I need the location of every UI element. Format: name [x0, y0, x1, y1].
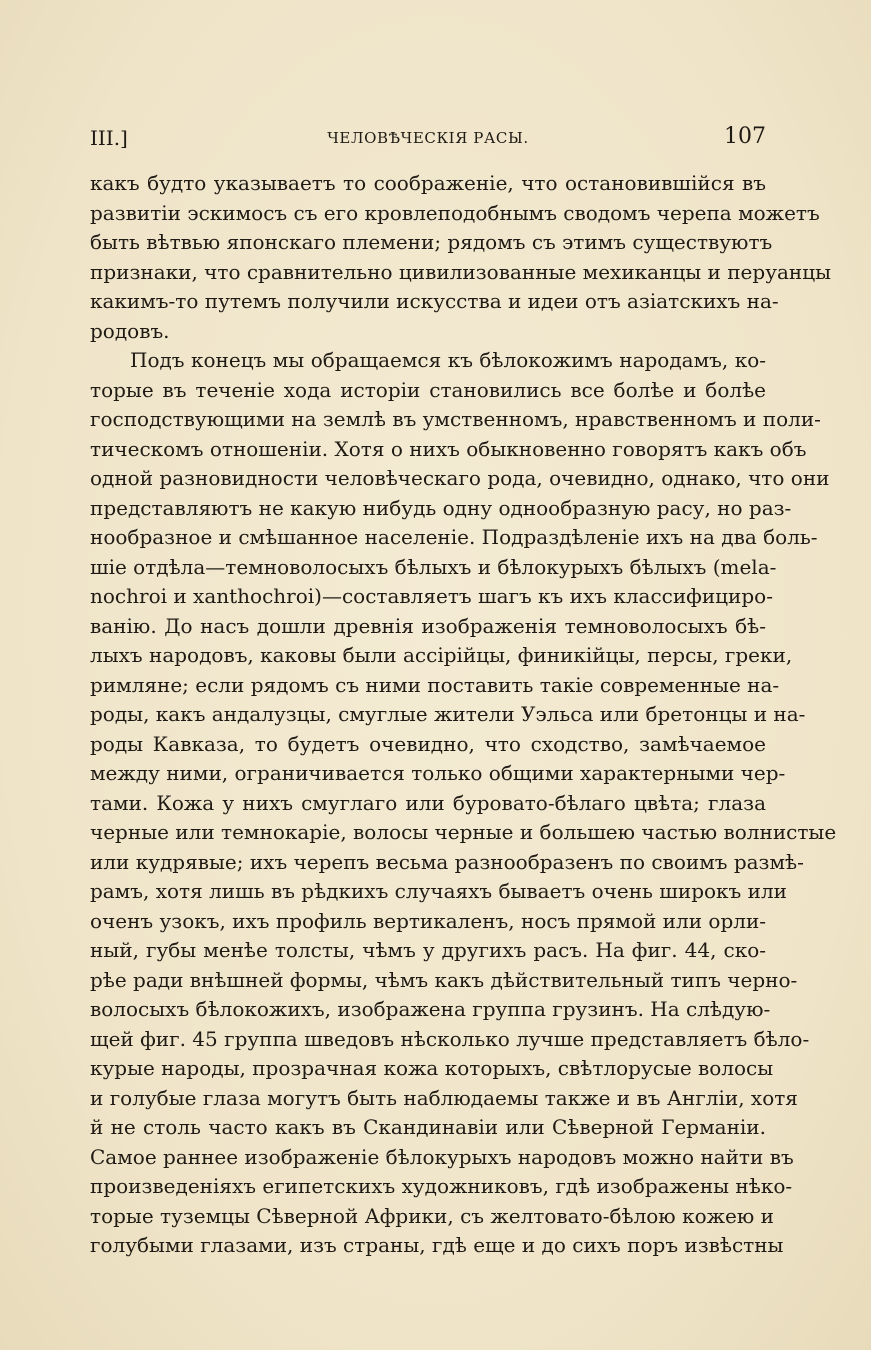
text-line: оченъ узокъ, ихъ профиль вертикаленъ, носъ прямой или орли- [90, 908, 767, 933]
text-line: произведеніяхъ египетскихъ художниковъ, гдѣ изображены нѣко- [90, 1174, 793, 1198]
text-line: признаки, что сравнительно цивилизованные мехиканцы и перуанцы [90, 259, 831, 284]
text-line: Подъ конецъ мы обращаемся къ бѣлокожимъ народамъ, ко- [130, 348, 766, 372]
text-line: какимъ-то путемъ получили искусства и идеи отъ азіатскихъ на- [90, 289, 779, 313]
text-line: й не столь часто какъ въ Скандинавіи или Сѣверной Германіи. [90, 1115, 766, 1139]
text-line: лыхъ народовъ, каковы были ассірійцы, финикійцы, персы, греки, [90, 643, 793, 667]
section-marker: III.] [90, 126, 128, 150]
text-line: ный, губы менѣе толсты, чѣмъ у другихъ расъ. На фиг. 44, ско- [90, 938, 766, 962]
text-line: какъ будто указываетъ то соображеніе, что остановившійся въ [90, 171, 766, 195]
text-line: голубыми глазами, изъ страны, гдѣ еще и до сихъ поръ извѣстны [90, 1233, 784, 1257]
text-line: ванію. До насъ дошли древнія изображенія темноволосыхъ бѣ- [90, 613, 766, 638]
text-line: представляютъ не какую нибудь одну однообразную расу, но раз- [90, 495, 792, 520]
text-line: тами. Кожа у нихъ смуглаго или буровато-бѣлаго цвѣта; глаза [90, 790, 766, 815]
text-line: господствующими на землѣ въ умственномъ, нравственномъ и поли- [90, 407, 821, 431]
text-line: и голубые глаза могутъ быть наблюдаемы также и въ Англіи, хотя [90, 1085, 798, 1110]
text-line: тическомъ отношеніи. Хотя о нихъ обыкновенно говорятъ какъ объ [90, 436, 807, 461]
text-line: рѣе ради внѣшней формы, чѣмъ какъ дѣйствительный типъ черно- [90, 967, 798, 992]
paragraph [90, 169, 831, 346]
text-line: роды, какъ андалузцы, смуглые жители Уэльса или бретонцы и на- [90, 702, 806, 726]
text-line: Самое раннее изображеніе бѣлокурыхъ народовъ можно найти въ [90, 1144, 794, 1169]
text-line: роды Кавказа, то будетъ очевидно, что сходство, замѣчаемое [90, 731, 766, 756]
text-line: шіе отдѣла—темноволосыхъ бѣлыхъ и бѣлокурыхъ бѣлыхъ (mela- [90, 554, 777, 579]
text-line: одной разновидности человѣческаго рода, очевидно, однако, что они [90, 466, 830, 490]
text-line: курые народы, прозрачная кожа которыхъ, свѣтлорусые волосы [90, 1056, 774, 1080]
page-number: 107 [724, 124, 766, 149]
text-line: римляне; если рядомъ съ ними поставить такіе современные на- [90, 672, 780, 697]
running-header [90, 120, 766, 156]
running-title: ЧЕЛОВѢЧЕСКІЯ РАСЫ. [327, 129, 529, 147]
text-line: между ними, ограничивается только общими характерными чер- [90, 761, 786, 785]
text-line: nochroi и xanthochroi)—составляетъ шагъ къ ихъ классифициро- [90, 584, 773, 608]
text-line: торые въ теченіе хода исторіи становились все болѣе и болѣе [90, 377, 766, 402]
text-line: торые туземцы Сѣверной Африки, съ желтовато-бѣлою кожею и [90, 1203, 774, 1228]
text-line: нообразное и смѣшанное населеніе. Подраздѣленіе ихъ на два боль- [90, 525, 818, 549]
text-line: развитіи эскимосъ съ его кровлеподобнымъ сводомъ черепа можетъ [90, 200, 820, 225]
text-line: черные или темнокаріе, волосы черные и большею частью волнистые [90, 820, 837, 844]
body-text [90, 169, 837, 1261]
text-line: щей фиг. 45 группа шведовъ нѣсколько лучше представляетъ бѣло- [90, 1026, 810, 1051]
text-line: быть вѣтвью японскаго племени; рядомъ съ этимъ существуютъ [90, 230, 773, 254]
text-line: родовъ. [90, 318, 170, 343]
paragraph [90, 346, 837, 1261]
text-line: или кудрявые; ихъ черепъ весьма разнообразенъ по своимъ размѣ- [90, 849, 804, 874]
text-line: рамъ, хотя лишь въ рѣдкихъ случаяхъ бываетъ очень широкъ или [90, 879, 787, 903]
text-line: волосыхъ бѣлокожихъ, изображена группа грузинъ. На слѣдую- [90, 997, 771, 1021]
